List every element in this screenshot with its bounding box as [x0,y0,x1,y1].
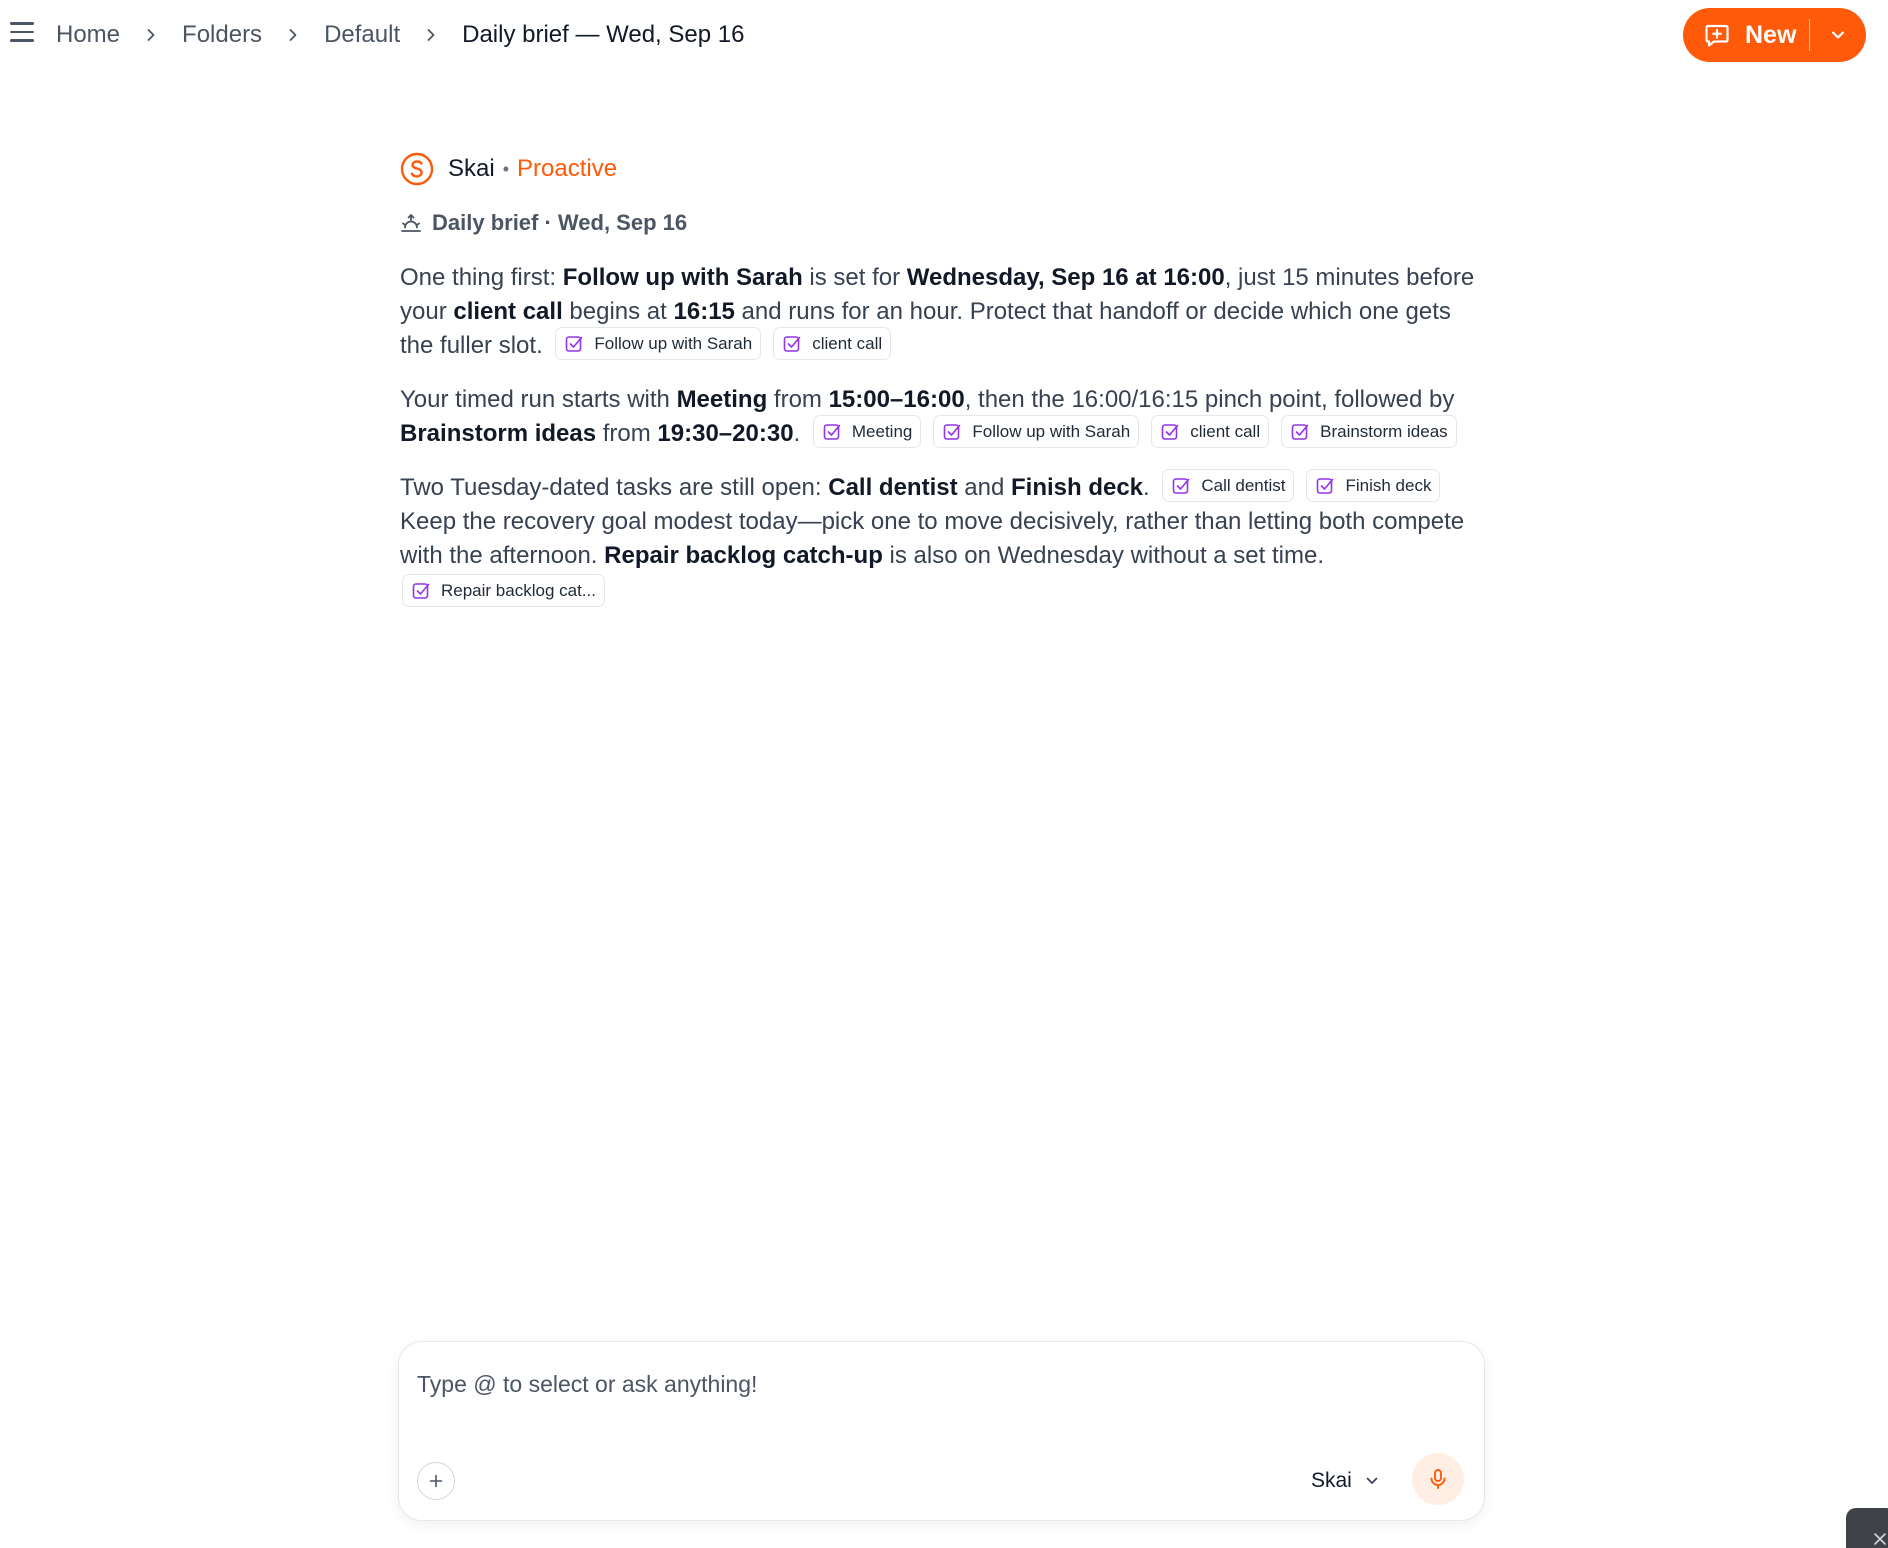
task-chip[interactable] [555,327,761,360]
text-run: , just 15 minutes before your [400,264,1475,325]
assistant-message [400,150,1480,610]
new-button-group [1683,8,1866,62]
task-chip[interactable] [402,574,605,607]
plus-icon [428,1473,444,1489]
bold-run: Wednesday, Sep 16 at 16:00 [906,264,1225,291]
breadcrumb-folders[interactable]: Folders [182,21,263,48]
task-chip[interactable] [933,415,1139,448]
text-run: Two Tuesday-dated tasks are still open: [400,474,829,502]
task-chip[interactable] [773,327,891,360]
bold-run: Finish deck [1010,474,1144,502]
task-chip-label: Follow up with Sarah [972,422,1131,442]
breadcrumb-current: Daily brief — Wed, Sep 16 [462,21,745,48]
model-selector[interactable] [1311,1462,1380,1500]
bold-run: client call [453,298,563,325]
bold-run: Repair backlog catch-up [604,542,883,570]
microphone-icon [1426,1467,1450,1491]
brief-paragraph-2 [400,383,1480,451]
task-chip-label: Call dentist [1201,476,1286,496]
task-check-icon [1171,476,1191,496]
task-chip[interactable] [1281,415,1457,448]
text-run: One thing first: [400,264,563,291]
new-options-button[interactable] [1810,8,1866,62]
task-check-icon [564,334,584,354]
text-run: . [1143,474,1150,502]
new-button[interactable] [1683,8,1809,62]
voice-input-button[interactable] [1412,1453,1464,1505]
task-chip-label: Follow up with Sarah [594,334,753,354]
bold-run: 16:15 [673,298,735,325]
menu-icon[interactable] [10,22,36,46]
sender-separator: • [502,158,509,179]
bold-run: Meeting [676,386,768,414]
skai-logo-icon [400,152,434,186]
text-run: , then the 16:00/16:15 pinch point, followed by [964,386,1455,414]
text-run: is set for [802,264,907,291]
sender-mode-tag: Proactive [517,155,618,182]
close-icon [1873,1532,1887,1546]
bold-run: Call dentist [828,474,958,502]
message-sender [400,150,1480,188]
brief-paragraph-1 [400,261,1480,363]
task-check-icon [411,581,431,601]
task-chip-label: Brainstorm ideas [1320,422,1448,442]
task-chip[interactable] [813,415,921,448]
task-chip[interactable] [1162,469,1294,502]
breadcrumb [56,18,744,52]
breadcrumb-home[interactable]: Home [56,21,121,48]
task-check-icon [1315,476,1335,496]
attach-button[interactable] [417,1462,455,1500]
sender-name: Skai [448,155,495,182]
chevron-right-icon [411,25,451,45]
text-run: Keep the recovery goal modest today—pick one to move decisively, rather than letting both compete with the afternoon. [400,508,1465,570]
chevron-right-icon [273,25,313,45]
sunrise-icon [400,212,422,234]
brief-paragraph-3 [400,471,1480,610]
task-chip-label: Repair backlog cat... [441,581,596,601]
text-run: from [596,420,658,448]
task-check-icon [822,422,842,442]
text-run: begins at [562,298,674,325]
text-run: from [767,386,829,414]
text-run: and [957,474,1011,502]
text-run: Your timed run starts with [400,386,677,414]
task-chip[interactable] [1151,415,1269,448]
floating-widget-button[interactable] [1846,1508,1888,1548]
text-run: . [793,420,801,448]
task-chip-label: client call [812,334,883,354]
bold-run: 15:00–16:00 [828,386,965,414]
task-chip-label: Finish deck [1345,476,1432,496]
task-check-icon [1160,422,1180,442]
new-chat-icon [1703,21,1731,49]
text-run: and runs for an hour. Protect that handoff or decide which one gets the fuller slot. [400,298,1451,359]
chevron-down-icon [1829,26,1847,44]
task-check-icon [1290,422,1310,442]
task-check-icon [942,422,962,442]
chevron-down-icon [1364,1473,1380,1489]
new-button-label: New [1745,20,1797,49]
bold-run: Brainstorm ideas [400,420,597,448]
brief-title-text: Daily brief · Wed, Sep 16 [432,210,688,235]
task-chip-label: client call [1190,422,1261,442]
bold-run: 19:30–20:30 [657,420,794,448]
task-check-icon [782,334,802,354]
model-selector-label: Skai [1311,1469,1352,1492]
chevron-right-icon [131,25,171,45]
brief-title [400,206,1480,240]
text-run: is also on Wednesday without a set time. [882,542,1324,570]
chat-input[interactable] [417,1364,1457,1404]
top-bar [0,0,1888,70]
task-chip[interactable] [1306,469,1440,502]
task-chip-label: Meeting [851,422,913,442]
chat-composer [398,1341,1485,1521]
breadcrumb-default[interactable]: Default [324,21,401,48]
bold-run: Follow up with Sarah [562,264,803,291]
